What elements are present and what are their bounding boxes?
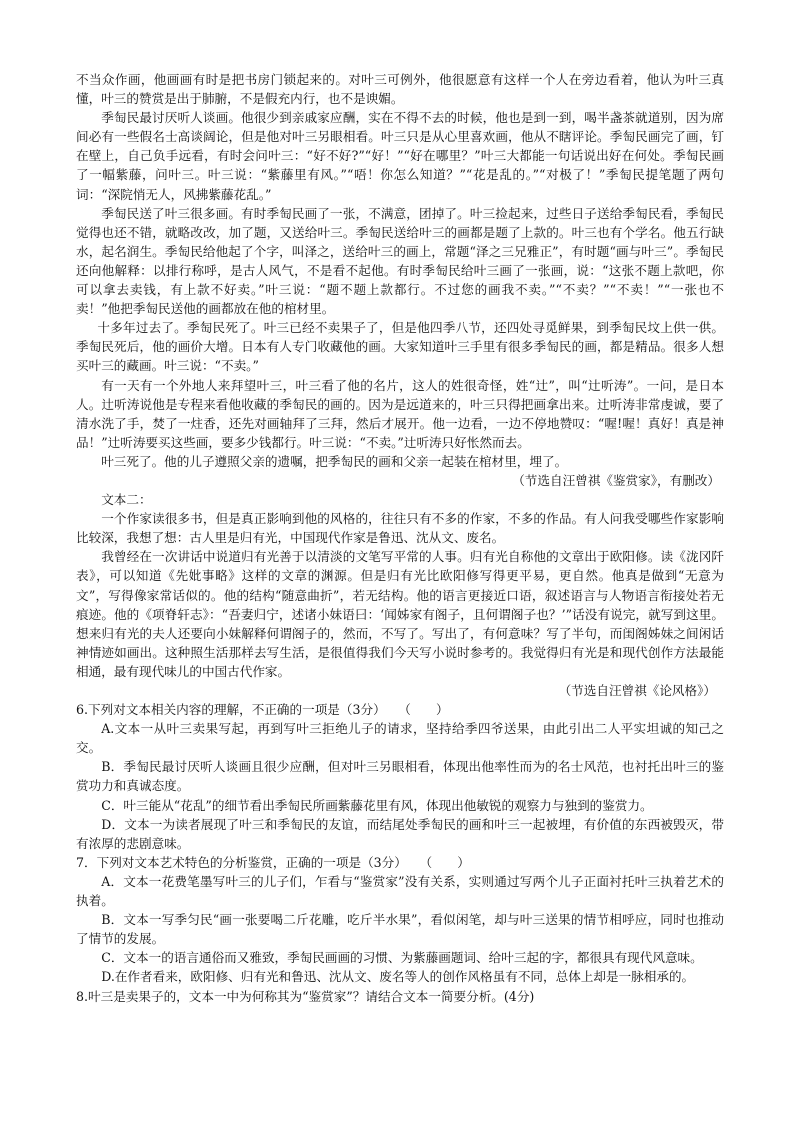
- question-7-option-d: D.在作者看来，欧阳修、归有光和鲁迅、沈从文、废名等人的创作风格虽有不同，总体上却是一脉相承的。: [101, 969, 695, 985]
- question-6-option-b: B．季匋民最讨厌听人谈画且很少应酬，但对叶三另眼相看，体现出他率性而为的名士风范，也衬托出叶三的鉴赏功力和真诚态度。: [76, 759, 724, 794]
- question-6-option-c: C．叶三能从“花乱”的细节看出季匋民所画紫藤花里有风，体现出他敏锐的观察力与独到的鉴赏力。: [101, 797, 653, 813]
- text2-source: （节选自汪曾祺《论风格》）: [558, 683, 716, 698]
- question-8-stem: 8.叶三是卖果子的，文本一中为何称其为“鉴赏家”？请结合文本一简要分析。(4分): [76, 988, 535, 1004]
- question-7-option-b: B．文本一写季匀民“画一张要喝二斤花雕，吃斤半水果”，看似闲笔，却与叶三送果的情节相呼应，同时也推动了情节的发展。: [76, 912, 724, 947]
- text2-paragraph: 一个作家读很多书，但是真正影响到他的风格的，往往只有不多的作家，不多的作品。有人问我受哪些作家影响比较深，我想了想：古人里是归有光，中国现代作家是鲁迅、沈从文、废名。: [76, 511, 724, 546]
- text2-heading: 文本二：: [101, 492, 152, 508]
- text1-paragraph: 有一天有一个外地人来拜望叶三，叶三看了他的名片，这人的姓很奇怪，姓“辻”，叫“辻听涛”。一问，是日本人。辻听涛说他是专程来看他收藏的季匋民的画的。因为是远道来的，叶三只得把画拿出来。辻听涛非常虔诚，要了清水洗了手，焚了一炷香，还先对画轴拜了三拜，然后才展开。他一边看，一边不停地赞叹：“喔!喔！真好！真是神品！”辻听涛要买这些画，要多少钱都行。叶三说：“不卖。”辻听涛只好怅然而去。: [76, 377, 724, 450]
- text1-paragraph: 季匋民送了叶三很多画。有时季匋民画了一张，不满意，团掉了。叶三捡起来，过些日子送给季匋民看，季匋民觉得也还不错，就略改改，加了题，又送给叶三。季匋民送给叶三的画都是题了上款的。叶三也有个学名。他五行缺水，起名润生。季匋民给他起了个字，叫泽之，送给叶三的画上，常题“泽之三兄雅正”，有时题“画与叶三”。季匋民还向他解释：以排行称呼，是古人风气，不是看不起他。有时季匋民给叶三画了一张画，说：“这张不题上款吧，你可以拿去卖钱，有上款不好卖。”叶三说：“题不题上款都行。不过您的画我不卖。”“不卖？”“不卖！”“一张也不卖！”他把季匋民送他的画都放在他的棺材里。: [76, 205, 724, 317]
- text1-paragraph: 叶三死了。他的儿子遵照父亲的遗嘱，把季匋民的画和父亲一起装在棺材里，埋了。: [101, 453, 568, 469]
- question-7-stem: 7．下列对文本艺术特色的分析鉴赏，正确的一项是（3分） （ ）: [76, 854, 470, 870]
- question-6-option-d: D．文本一为读者展现了叶三和季匋民的友谊，而结尾处季匋民的画和叶三一起被埋，有价值的东西被毁灭，带有浓厚的悲剧意味。: [76, 816, 724, 851]
- text1-paragraph: 季匋民最讨厌听人谈画。他很少到亲戚家应酬，实在不得不去的时候，他也是到一到，喝半盏茶就道别，因为席间必有一些假名士高谈阔论，但是他对叶三另眼相看。叶三只是从心里喜欢画，他从不瞎评论。季匋民画完了画，钉在壁上，自己负手远看，有时会问叶三：“好不好?”“好！”“好在哪里？”叶三大都能一句话说出好在何处。季匋民画了一幅紫藤，问叶三。叶三说：“紫藤里有风。”“唔！你怎么知道？”“花是乱的。”“对极了！”季匋民提笔题了两句词：“深院悄无人，风拂紫藤花乱。”: [76, 110, 724, 202]
- text1-paragraph: 十多年过去了。季匋民死了。叶三已经不卖果子了，但是他四季八节，还四处寻觅鲜果，到季匋民坟上供一供。季匋民死后，他的画价大增。日本有人专门收藏他的画。大家知道叶三手里有很多季匋民的画，都是精品。很多人想买叶三的藏画。叶三说：“不卖。”: [76, 320, 724, 374]
- text1-source: （节选自汪曾祺《鉴赏家》，有删改）: [512, 472, 720, 488]
- question-6-option-a: A.文本一从叶三卖果写起，再到写叶三拒绝儿子的请求，坚持给季四爷送果，由此引出二人平实坦诚的知己之交。: [76, 721, 724, 756]
- text2-paragraph: 我曾经在一次讲话中说道归有光善于以清淡的文笔写平常的人事。归有光自称他的文章出于欧阳修。读《泷冈阡表》，可以知道《先妣事略》这样的文章的渊源。但是归有光比欧阳修写得更平易，更自然。他真是做到“无意为文”，写得像家常话似的。他的结构“随意曲折”，若无结构。他的语言更接近口语，叙述语言与人物语言衔接处若无痕迹。他的《项脊轩志》：“吾妻归宁，述诸小妹语曰：‘闻姊家有阁子，且何谓阁子也？’”话没有说完，就写到这里。想来归有光的夫人还要向小妹解释何谓阁子的，然而，不写了。写出了，有何意味？写了半句，而闺阁姊妹之间闲话神情迹如画出。这种照生活那样去写生活，是很值得我们今天写小说时参考的。我觉得归有光是和现代创作方法最能相通，最有现代味儿的中国古代作家。: [76, 549, 724, 679]
- text1-paragraph: 不当众作画，他画画有时是把书房门锁起来的。对叶三可例外，他很愿意有这样一个人在旁边看着，他认为叶三真懂，叶三的赞赏是出于肺腑，不是假充内行，也不是谀媚。: [76, 72, 724, 107]
- question-7-option-a: A．文本一花费笔墨写叶三的儿子们，乍看与“鉴赏家”没有关系，实则通过写两个儿子正面衬托叶三执着艺术的执着。: [76, 873, 724, 909]
- question-6-stem: 6.下列对文本相关内容的理解，不正确的一项是（3分） （ ）: [76, 702, 449, 718]
- question-7-option-c: C．文本一的语言通俗而又雅致，季匋民画画的习惯、为紫藤画题词、给叶三起的字，都很具有现代风意味。: [101, 950, 703, 966]
